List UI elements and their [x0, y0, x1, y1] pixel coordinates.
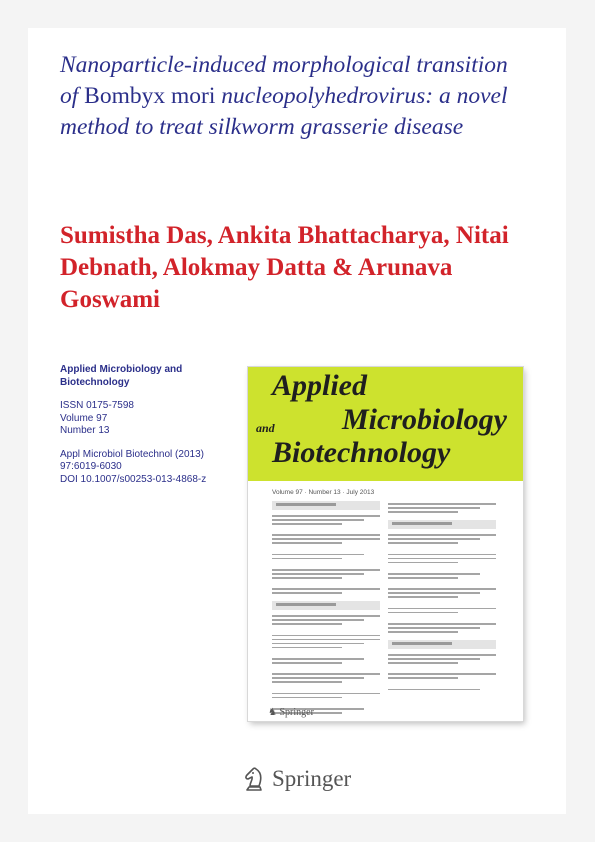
issue-info [60, 400, 240, 438]
article-authors: Sumistha Das, Ankita Bhattacharya, Nitai Debnath, Alokmay Datta & Arunava Goswami [60, 222, 509, 313]
volume: Volume 97 [60, 412, 108, 424]
publisher-name: Springer [272, 766, 352, 791]
citation: Appl Microbiol Biotechnol (2013) 97:6019-6030 [60, 448, 204, 472]
title-part-2: nucleopolyhedrovirus: a novel method to treat silkworm grasserie disease [60, 83, 508, 140]
article-title [60, 50, 530, 143]
toc-section-header [272, 501, 380, 510]
publisher-logo [242, 766, 351, 792]
issue-number: Number 13 [60, 425, 110, 436]
springer-chess-knight-icon [242, 766, 266, 792]
cover-publisher: ♞ Springer [268, 707, 314, 718]
title-part-1: Nanoparticle-induced morphological transition of [60, 52, 508, 109]
toc-section-header [272, 601, 380, 610]
toc-section-header [388, 640, 496, 649]
journal-name: Applied Microbiology and Biotechnology [60, 364, 183, 388]
cover-toc-right [388, 501, 496, 693]
cover-publisher-name: Springer [279, 707, 314, 718]
journal-metadata [60, 364, 240, 497]
cover-issue-line: Volume 97 · Number 13 · July 2013 [272, 489, 375, 496]
citation-info [60, 449, 240, 487]
issn: ISSN 0175-7598 [60, 400, 134, 411]
cover-title-line-2: Microbiology [342, 403, 507, 436]
cover-toc-left [272, 501, 380, 716]
toc-section-header [388, 520, 496, 529]
cover-title-line-1: Applied [272, 369, 367, 402]
cover-title-and: and [256, 421, 275, 435]
journal-cover-image [248, 367, 523, 721]
title-species: Bombyx mori [84, 83, 216, 109]
doi: DOI 10.1007/s00253-013-4868-z [60, 473, 207, 485]
cover-title-line-3: Biotechnology [272, 436, 451, 469]
